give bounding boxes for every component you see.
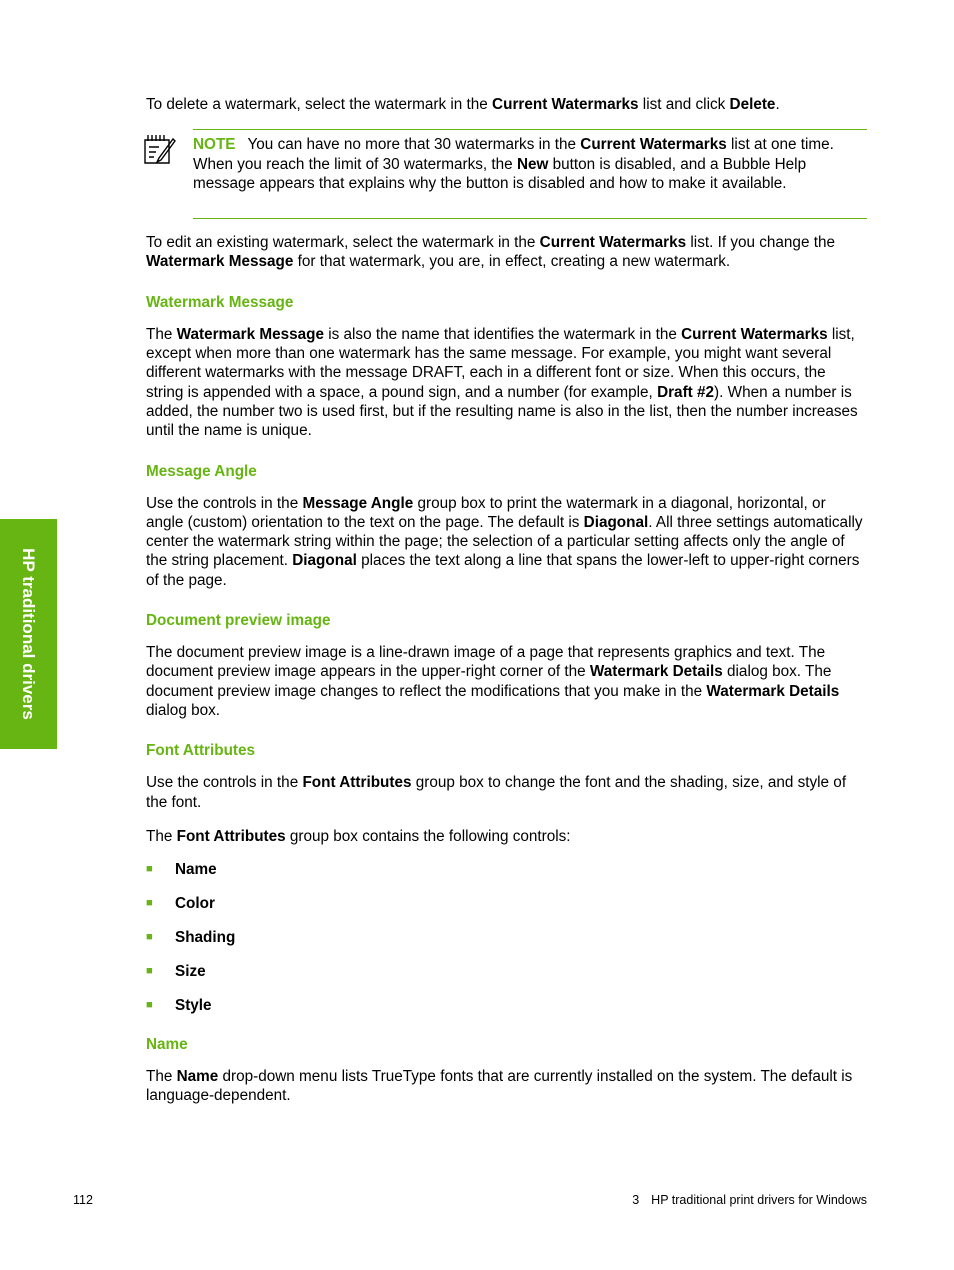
- font-controls-list: [146, 860, 867, 1015]
- para-font-attributes: Use the controls in the Font Attributes group box to change the font and the shading, size, and style of the font.: [146, 774, 847, 811]
- list-item: ■ Size: [146, 963, 206, 981]
- para-edit-watermark: To edit an existing watermark, select the watermark in the Current Watermarks list. If you change the Watermark Message for that watermark, you are, in effect, creating a new watermark.: [146, 234, 835, 271]
- list-item: ■ Style: [146, 997, 212, 1015]
- para-delete-watermark: To delete a watermark, select the watermark in the Current Watermarks list and click Delete.: [146, 96, 780, 113]
- page-content: [146, 95, 867, 1106]
- note-text: NOTE You can have no more that 30 watermarks in the Current Watermarks list at one time. When you reach the limit of 30 watermarks, the New button is disabled, and a Bubble Help message appears that explains why the button is disabled and how to make it available.: [193, 136, 834, 192]
- note-label: NOTE: [193, 136, 236, 154]
- footer-chapter: [632, 1193, 867, 1207]
- page-number: 112: [73, 1193, 93, 1207]
- para-watermark-message: The Watermark Message is also the name that identifies the watermark in the Current Watermarks list, except when more than one watermark has the same message. For example, you might want several different watermarks with the message DRAFT, each in a different font or size. When this occurs, the string is appended with a space, a pound sign, and a number (for example, Draft #2). When a number is added, the number two is used first, but if the resulting name is also in the list, then the number increases until the name is unique.: [146, 325, 858, 440]
- para-name: The Name drop-down menu lists TrueType fonts that are currently installed on the system. The default is language-dependent.: [146, 1068, 853, 1105]
- heading-font-attributes: Font Attributes: [146, 742, 256, 760]
- list-item: ■ Name: [146, 861, 217, 879]
- bullet-square-icon: ■: [146, 999, 153, 1012]
- bullet-square-icon: ■: [146, 965, 153, 978]
- heading-message-angle: Message Angle: [146, 462, 257, 480]
- side-tab-label: HP traditional drivers: [19, 548, 38, 720]
- heading-document-preview: Document preview image: [146, 612, 331, 630]
- list-item: ■ Color: [146, 895, 215, 913]
- bullet-square-icon: ■: [146, 863, 153, 876]
- note-pad-icon: [143, 133, 177, 165]
- para-document-preview: The document preview image is a line-drawn image of a page that represents graphics and text. The document preview image appears in the upper-right corner of the Watermark Details dialog box. The document preview image changes to reflect the modifications that you make in the Watermark Details dialog box.: [146, 644, 840, 719]
- chapter-title: HP traditional print drivers for Windows: [651, 1193, 867, 1207]
- para-message-angle: Use the controls in the Message Angle group box to print the watermark in a diagonal, horizontal, or angle (custom) orientation to the text on the page. The default is Diagonal. All three settings automatically center the watermark string within the page; the selection of a particular setting affects only the angle of the string placement. Diagonal places the text along a line that spans the lower-left to upper-right corners of the page.: [146, 494, 863, 589]
- bullet-square-icon: ■: [146, 897, 153, 910]
- bullet-square-icon: ■: [146, 931, 153, 944]
- list-item: ■ Shading: [146, 929, 236, 947]
- heading-name: Name: [146, 1036, 188, 1054]
- heading-watermark-message: Watermark Message: [146, 293, 294, 311]
- para-font-controls-intro: The Font Attributes group box contains the following controls:: [146, 827, 571, 845]
- chapter-number: 3: [632, 1193, 640, 1207]
- note-box: [193, 129, 867, 219]
